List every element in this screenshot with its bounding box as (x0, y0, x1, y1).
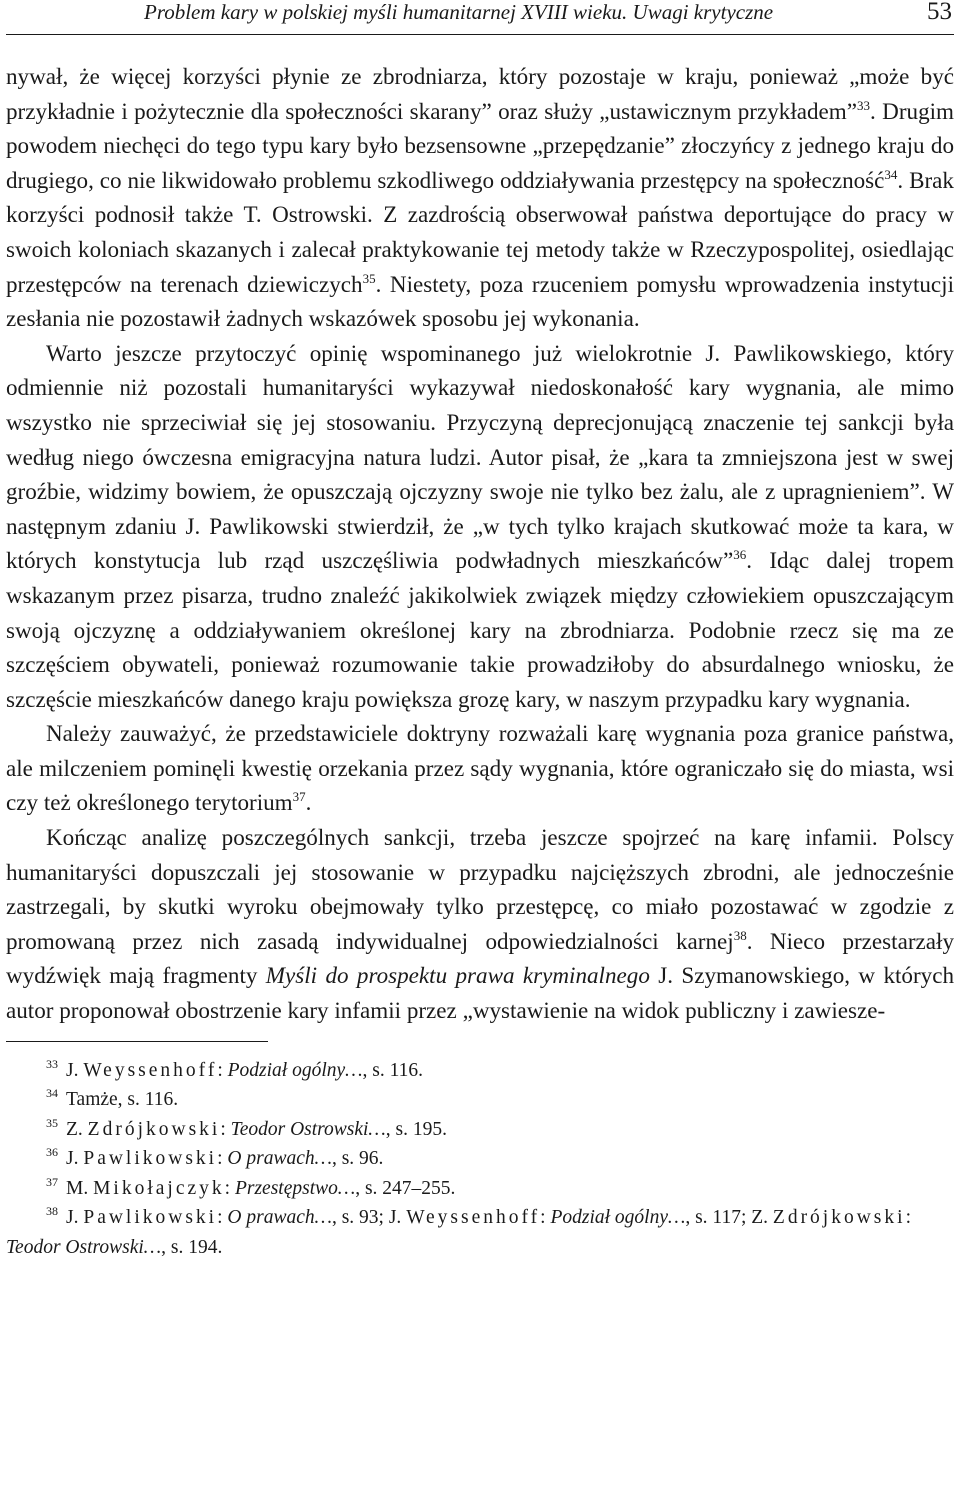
running-header (6, 0, 954, 35)
paragraph (6, 336, 954, 717)
text-run: , s. 117; Z. (685, 1207, 773, 1229)
text-run: J. Szymanowskiego, w których autor proponował obostrzenie kary infamii przez „wystawienie na widok publiczny i zawiesze- (6, 962, 954, 1024)
text-run: : (217, 1059, 228, 1081)
footnote-divider (6, 1041, 268, 1042)
text-run: Warto jeszcze przytoczyć opinię wspominanego już wielokrotnie J. Pawlikowskiego, który odmiennie niż pozostali humanitaryści wykazywał niedoskonałość kary wygnania, ale mimo wszystko nie sprzeciwiał się jej stosowaniu. Przyczyną deprecjonującą znaczenie tej sankcji była według niego ówczesna emigracyjna natura ludzi. Autor pisał, że „kara ta zmniejszona jest w swej groźbie, widzimy bowiem, że opuszczają ojczyzny swoje nie tylko bez żalu, ale z upragnieniem”. W następnym zdaniu J. Pawlikowski stwierdził, że „w tych tylko krajach skutkować może ta kara, w których konstytucja lub rząd uszczęśliwia podwładnych mieszkańców” (6, 339, 954, 574)
text-run: J. (66, 1207, 84, 1229)
text-run: : (224, 1177, 235, 1199)
text-run: , s. 93; J. (331, 1207, 407, 1229)
italic-title: Teodor Ostrowski… (230, 1118, 386, 1140)
page-number: 53 (927, 0, 952, 25)
text-run: Tamże, s. 116. (66, 1089, 179, 1111)
text-run: , s. 194. (161, 1236, 223, 1258)
italic-title: O prawach… (227, 1148, 332, 1170)
running-title: Problem kary w polskiej myśli humanitarnej XVIII wieku. Uwagi krytyczne (144, 0, 774, 24)
footnote-reference[interactable]: 38 (733, 927, 747, 943)
text-run: : (217, 1148, 228, 1170)
footnote-reference[interactable]: 33 (857, 97, 871, 113)
author-name: Mikołajczyk (93, 1177, 225, 1199)
text-run: . Niestety, poza rzuceniem pomysłu wprowadzenia instytucji zesłania nie pozostawił żadnych wskazówek sposobu jej wykonania. (6, 270, 954, 332)
footnote (6, 1085, 954, 1115)
author-name: Weyssenhoff (406, 1207, 541, 1229)
italic-title: Teodor Ostrowski… (6, 1236, 162, 1258)
italic-title: O prawach… (227, 1207, 332, 1229)
footnote (6, 1144, 954, 1174)
text-run: . Drugim powodem niechęci do tego typu kary było bezsensowne „przepędzanie” złoczyńcy z jednego kraju do drugiego, co nie likwidowało problemu szkodliwego oddziaływania przestępcy na społeczność (6, 97, 955, 193)
footnote (6, 1056, 954, 1086)
footnote (6, 1115, 954, 1145)
footnote-number: 35 (46, 1115, 58, 1130)
footnote-number: 38 (46, 1204, 58, 1219)
author-name: Pawlikowski (83, 1207, 218, 1229)
footnote-reference[interactable]: 34 (884, 166, 898, 182)
body-text (6, 59, 954, 1028)
text-run: . Nieco przestarzały wydźwięk mają fragmenty (6, 927, 954, 989)
text-run: , s. 195. (385, 1118, 447, 1140)
author-name: Zdrójkowski (87, 1118, 221, 1140)
text-run: Kończąc analizę poszczególnych sankcji, trzeba jeszcze spojrzeć na karę infamii. Polscy humanitaryści dopuszczali jej stosowanie w przypadku najcięższych zbrodni, ale jednocześnie zastrzegali, by skutki wyroku obejmowały tylko przestępcę, co miało pozostawać w zgodzie z promowaną przez nich zasadą indywidualnej odpowiedzialności karnej (6, 824, 954, 954)
text-run: , s. 96. (331, 1148, 384, 1170)
italic-title: Przestępstwo… (234, 1177, 356, 1199)
footnote-number: 33 (46, 1056, 58, 1071)
text-run: , s. 116. (362, 1059, 423, 1081)
text-run: J. (66, 1059, 84, 1081)
author-name: Zdrójkowski (772, 1207, 906, 1229)
footnote (6, 1174, 954, 1204)
footnote-reference[interactable]: 35 (362, 270, 376, 286)
paragraph (6, 820, 954, 1028)
paragraph (6, 59, 954, 336)
text-run: . Brak korzyści podnosił także T. Ostrowski. Z zazdrością obserwował państwa deportujące do pracy w swoich koloniach skazanych i zalecał praktykowanie tej metody także w Rzeczypospolitej, osiedlając przestępców na terenach dziewiczych (6, 166, 954, 297)
text-run: : (540, 1207, 551, 1229)
footnote (6, 1203, 954, 1262)
footnote-number: 37 (46, 1174, 58, 1189)
paragraph (6, 716, 954, 820)
footnote-reference[interactable]: 36 (733, 547, 747, 563)
text-run: : (220, 1118, 231, 1140)
italic-title: Myśli do prospektu prawa kryminalnego (265, 962, 650, 989)
text-run: J. (66, 1148, 84, 1170)
italic-title: Podział ogólny… (227, 1059, 363, 1081)
text-run: nywał, że więcej korzyści płynie ze zbrodniarza, który pozostaje w kraju, ponieważ „może być przykładnie i pożytecznie dla społeczności skarany” oraz służy „ustawicznym przykładem” (6, 63, 954, 124)
footnote-reference[interactable]: 37 (292, 789, 306, 805)
text-run: : (905, 1207, 911, 1229)
text-run: , s. 247–255. (355, 1177, 456, 1199)
text-run: : (217, 1207, 228, 1229)
author-name: Pawlikowski (83, 1148, 218, 1170)
text-run: M. (66, 1177, 94, 1199)
text-run: . (305, 789, 312, 816)
footnotes (6, 1056, 954, 1263)
italic-title: Podział ogólny… (550, 1207, 686, 1229)
footnote-number: 36 (46, 1145, 58, 1160)
footnote-number: 34 (46, 1086, 58, 1101)
text-run: Z. (66, 1118, 88, 1140)
author-name: Weyssenhoff (83, 1059, 218, 1081)
text-run: . Idąc dalej tropem wskazanym przez pisarza, trudno znaleźć jakikolwiek związek między człowiekiem opuszczającym swoją ojczyznę a oddziaływaniem określonej kary na zbrodniarza. Podobnie rzecz się ma ze szczęściem obywateli, ponieważ rozumowanie takie prowadziłoby do absurdalnego wniosku, że szczęście mieszkańców danego kraju powiększa grozę kary, w naszym przypadku kary wygnania. (6, 547, 954, 712)
text-run: Należy zauważyć, że przedstawiciele doktryny rozważali karę wygnania poza granice państwa, ale milczeniem pominęli kwestię orzekania przez sądy wygnania, które ograniczało się do miasta, wsi czy też określonego terytorium (6, 720, 954, 816)
